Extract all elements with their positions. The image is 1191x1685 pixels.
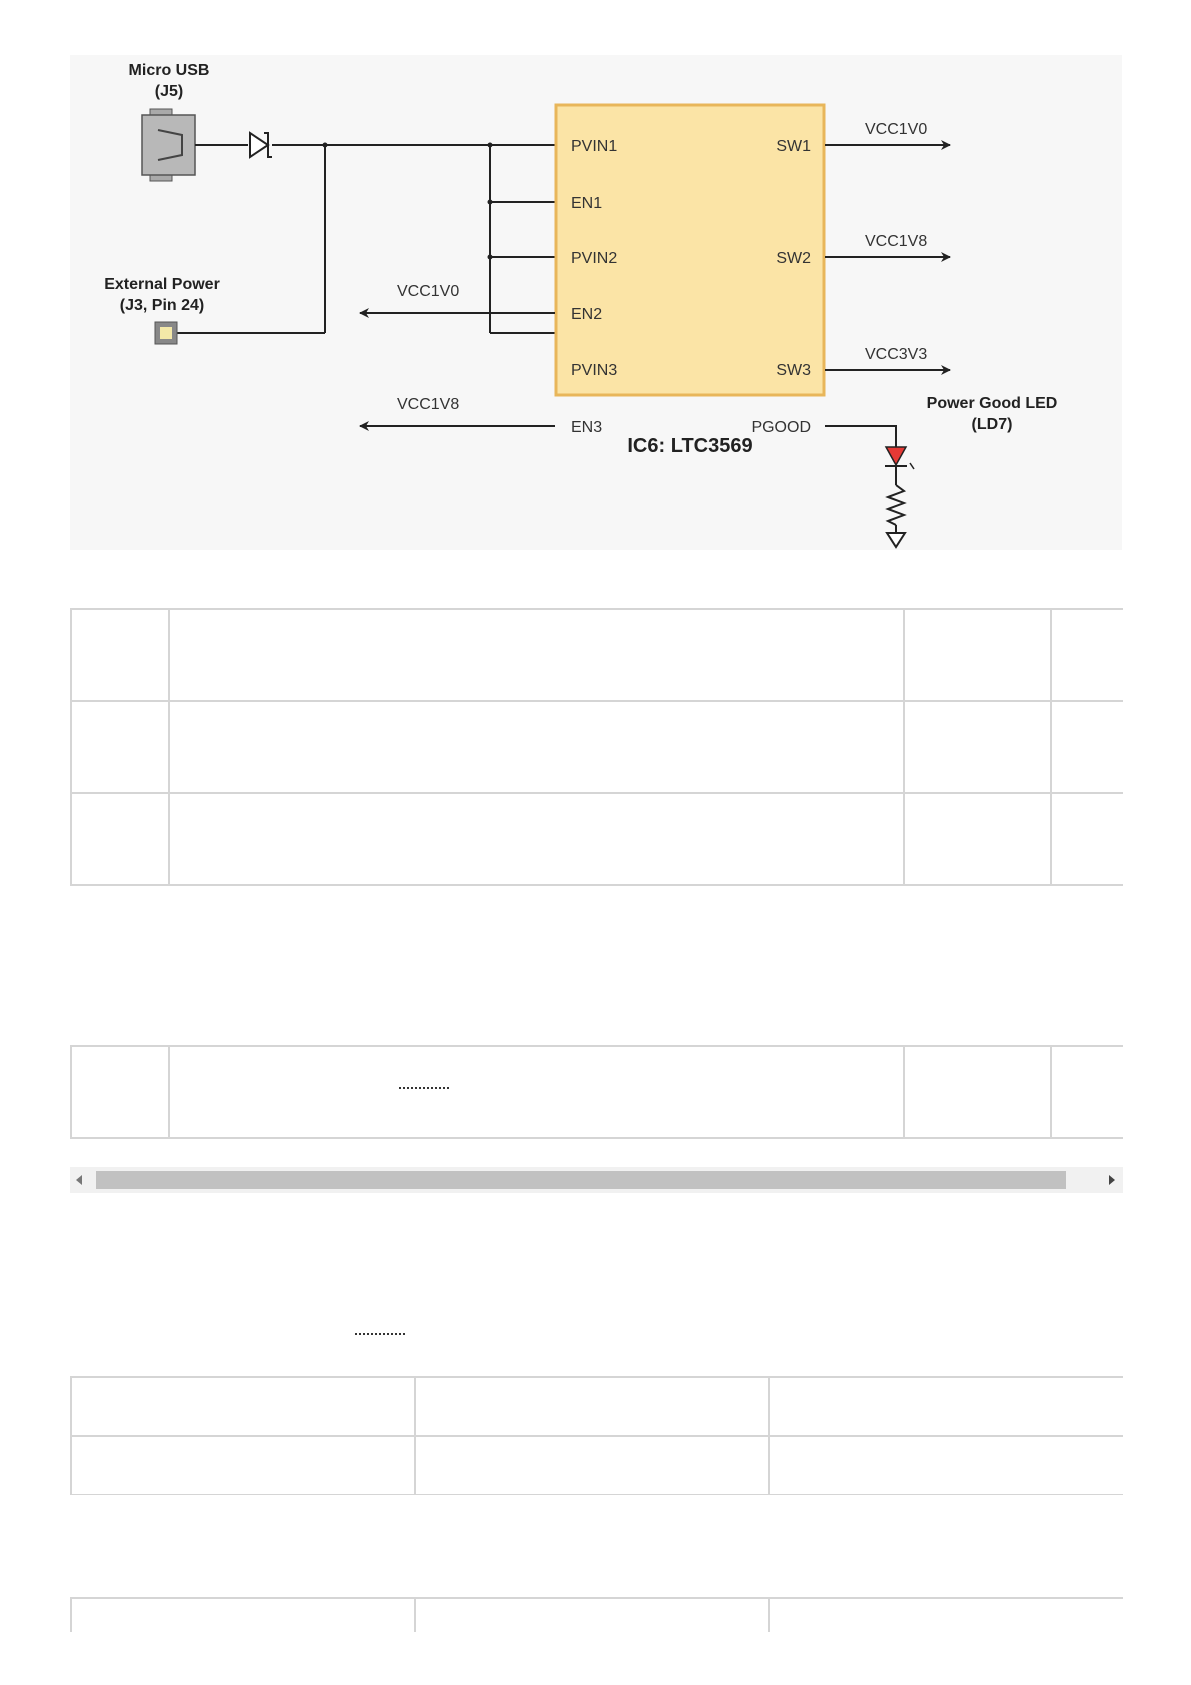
table-cell: [169, 701, 904, 793]
power-good-led-label-line1: Power Good LED: [926, 395, 1058, 412]
chevron-right-icon[interactable]: [1109, 1175, 1115, 1185]
ic-pin-pvin3: PVIN3: [571, 362, 618, 379]
ext-power-label-line1: External Power: [104, 276, 220, 293]
input-wire: [175, 145, 555, 333]
dotted-link-underline[interactable]: [355, 1332, 405, 1335]
usb-label-line2: (J5): [154, 83, 184, 100]
horizontal-scrollbar[interactable]: [70, 1167, 1123, 1193]
table-cell: [1051, 1046, 1123, 1138]
power-good-led-label-line2: (LD7): [971, 416, 1013, 433]
table-cell: [71, 1046, 169, 1138]
table-cell: [71, 1598, 415, 1632]
ic-pin-sw3: SW3: [776, 362, 811, 379]
table-1-container: [70, 608, 1123, 889]
table-4-container: [70, 1597, 1123, 1632]
table-row: [71, 609, 1123, 701]
table-4: [70, 1597, 1123, 1632]
output-vcc1v0-label: VCC1V0: [865, 121, 928, 138]
ext-power-label-line2: (J3, Pin 24): [119, 297, 205, 314]
ground-icon: [887, 533, 905, 547]
output-wires: [825, 145, 950, 370]
table-row: [71, 1436, 1123, 1495]
pgood-led-chain: [825, 426, 904, 533]
chevron-left-icon[interactable]: [76, 1175, 82, 1185]
table-cell: [71, 793, 169, 885]
table-row: [71, 793, 1123, 885]
table-cell: [769, 1377, 1123, 1436]
table-2-container: [70, 1045, 1123, 1139]
ic-pin-en3: EN3: [571, 419, 603, 436]
table-3: [70, 1376, 1123, 1495]
output-vcc3v3-label: VCC3V3: [865, 346, 928, 363]
table-cell: [169, 609, 904, 701]
table-3-container: [70, 1376, 1123, 1495]
table-cell: [769, 1598, 1123, 1632]
power-good-led-icon: [885, 447, 914, 469]
en2-net-label: VCC1V0: [397, 283, 460, 300]
table-row: [71, 1046, 1123, 1138]
usb-label-line1: Micro USB: [128, 62, 210, 79]
table-cell: [904, 701, 1051, 793]
dotted-link-underline[interactable]: [399, 1086, 449, 1089]
power-pad-icon: [155, 322, 177, 344]
table-cell: [71, 1377, 415, 1436]
ic-pin-pvin1: PVIN1: [571, 138, 618, 155]
table-cell: [415, 1436, 769, 1495]
table-cell: [71, 701, 169, 793]
diode-icon: [250, 133, 272, 157]
table-cell: [1051, 701, 1123, 793]
ic-pin-pgood: PGOOD: [751, 419, 811, 436]
table-cell: [415, 1377, 769, 1436]
table-cell: [169, 1046, 904, 1138]
ic-pin-pvin2: PVIN2: [571, 250, 618, 267]
table-cell: [1051, 609, 1123, 701]
scrollbar-thumb[interactable]: [96, 1171, 1066, 1189]
power-schematic-figure: [70, 55, 1122, 550]
usb-connector-icon: [142, 109, 195, 181]
table-cell: [904, 609, 1051, 701]
table-row: [71, 1598, 1123, 1632]
ic-pin-en1: EN1: [571, 195, 603, 212]
table-row: [71, 701, 1123, 793]
table-cell: [71, 609, 169, 701]
table-cell: [71, 1436, 415, 1495]
table-1: [70, 608, 1123, 886]
ic-pin-sw2: SW2: [776, 250, 811, 267]
table-cell: [415, 1598, 769, 1632]
ic-caption: IC6: LTC3569: [627, 435, 753, 457]
table-cell: [904, 793, 1051, 885]
ic-pin-sw1: SW1: [776, 138, 811, 155]
table-cell: [769, 1436, 1123, 1495]
table-row: [71, 1377, 1123, 1436]
output-vcc1v8-label: VCC1V8: [865, 233, 928, 250]
table-cell: [904, 1046, 1051, 1138]
table-2: [70, 1045, 1123, 1139]
table-cell: [1051, 793, 1123, 885]
en3-net-label: VCC1V8: [397, 396, 460, 413]
table-cell: [169, 793, 904, 885]
ic-pin-en2: EN2: [571, 306, 603, 323]
